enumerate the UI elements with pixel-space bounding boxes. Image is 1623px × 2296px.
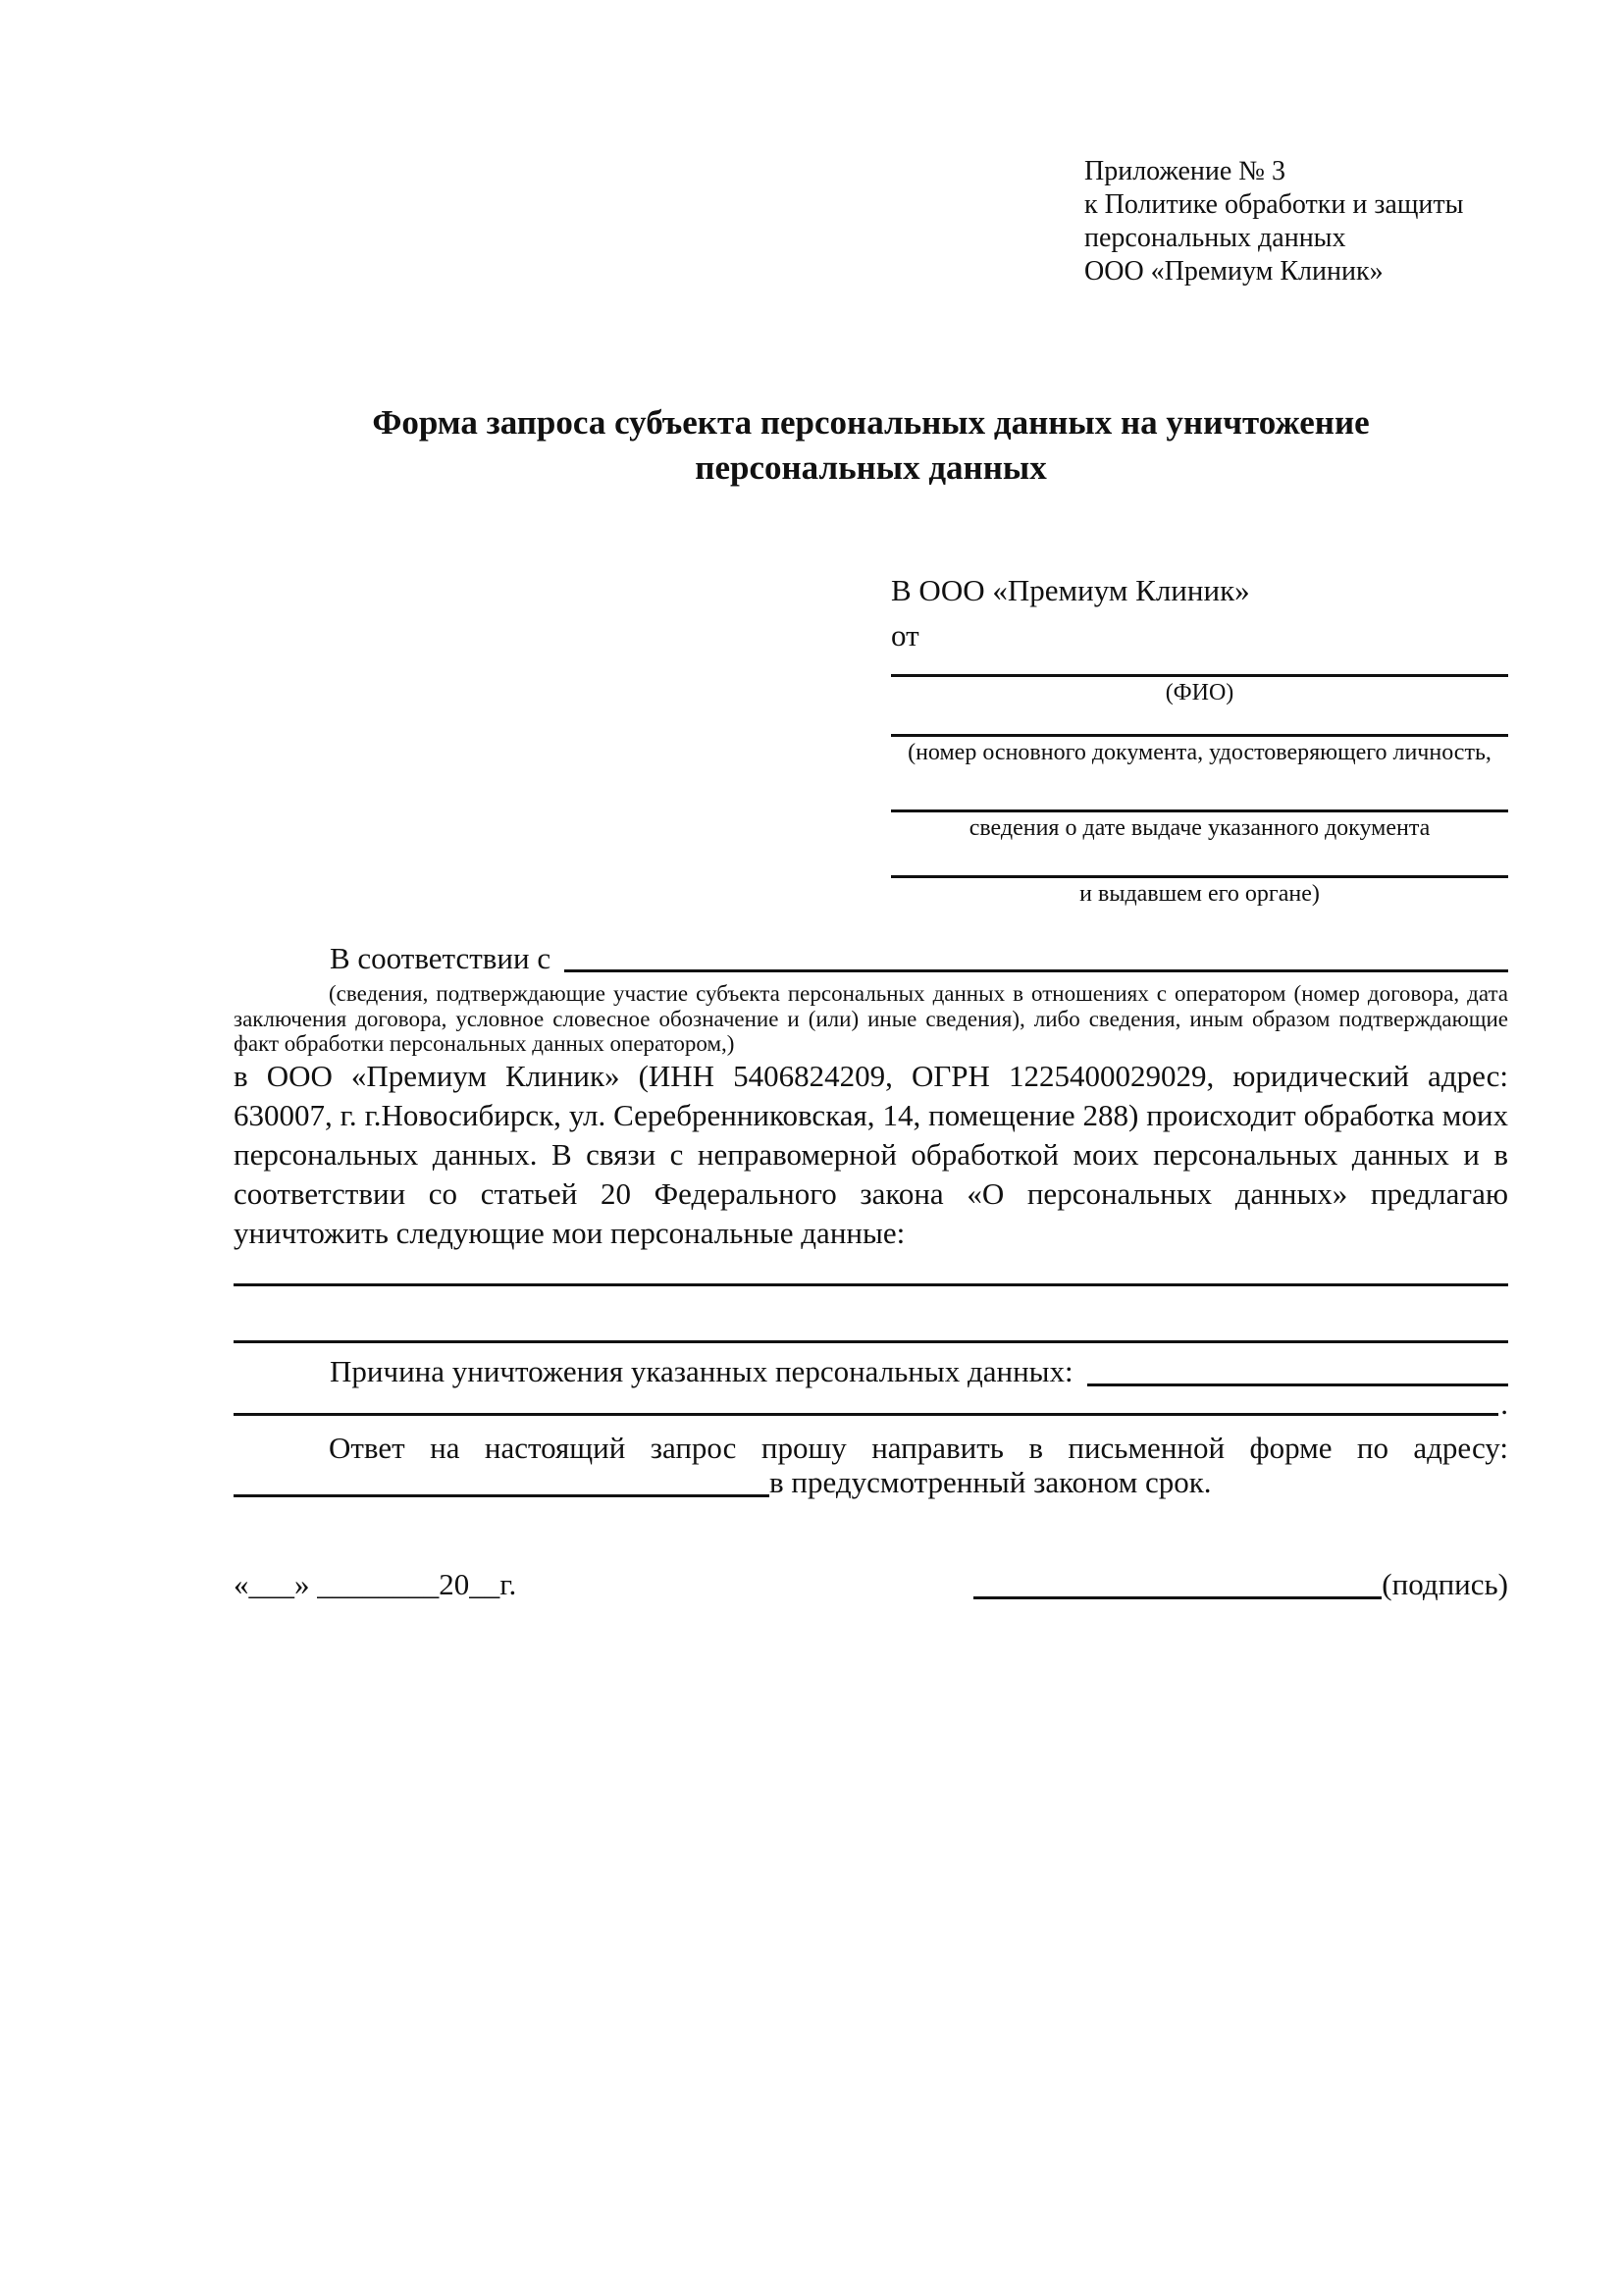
personal-data-blank-line-2[interactable] <box>234 1340 1508 1343</box>
accordance-lead: В соответствии с <box>330 941 551 975</box>
title-wrap <box>234 400 1508 491</box>
response-tail: в предусмотренный законом срок. <box>769 1465 1212 1499</box>
body-paragraph: в ООО «Премиум Клиник» (ИНН 5406824209, ОГРН 1225400029029, юридический адрес: 630007, г. г.Новосибирск, ул. Серебренниковская, 14, помещение 288) происходит обработка моих персональных данных. В связи с неправомерной обработкой моих персональных данных и в соответствии со статьей 20 Федерального закона «О персональных данных» предлагаю уничтожить следующие мои персональные данные: <box>234 1059 1508 1250</box>
appendix-header-line: Приложение № 3 <box>1084 156 1285 186</box>
recipient-block <box>891 572 1508 908</box>
issuing-authority-field-line[interactable] <box>891 875 1508 878</box>
fio-field-caption: (ФИО) <box>1165 680 1234 705</box>
reason-label: Причина уничтожения указанных персональных данных: <box>330 1354 1073 1388</box>
issue-date-field-line[interactable] <box>891 809 1508 812</box>
signature-row <box>234 1566 1508 1603</box>
personal-data-blank-line-1[interactable] <box>234 1283 1508 1286</box>
reason-blank-line-row <box>234 1387 1508 1421</box>
address-field-line[interactable] <box>234 1494 769 1497</box>
response-lead: Ответ на настоящий запрос прошу направить в письменной форме по адресу: <box>329 1431 1508 1465</box>
appendix-header-line: к Политике обработки и защиты <box>1084 189 1464 220</box>
signature-group <box>973 1566 1508 1603</box>
accordance-note: (сведения, подтверждающие участие субъекта персональных данных в отношениях с оператором (номер договора, дата заключения договора, условное словесное обозначение и (или) иные сведения), либо сведения, иным образом подтверждающие факт обработки персональных данных оператором,) <box>234 981 1508 1056</box>
fio-field-line[interactable] <box>891 674 1508 677</box>
issue-date-field-caption: сведения о дате выдаче указанного документа <box>969 815 1431 841</box>
reason-fill-line[interactable] <box>1087 1383 1508 1386</box>
document-number-field-line[interactable] <box>891 734 1508 737</box>
recipient-from-label: от <box>891 618 919 652</box>
date-field[interactable]: «___» ________20__г. <box>234 1567 517 1601</box>
signature-caption: (подпись) <box>1382 1567 1508 1601</box>
response-address-row <box>234 1464 1508 1501</box>
accordance-row <box>234 941 1508 976</box>
reason-trailing-period: . <box>1500 1386 1508 1421</box>
signature-line[interactable] <box>973 1596 1382 1599</box>
issuing-authority-field-caption: и выдавшем его органе) <box>1079 881 1320 907</box>
appendix-header <box>1084 155 1516 288</box>
page-title: Форма запроса субъекта персональных данных на уничтожение персональных данных <box>372 403 1370 487</box>
accordance-fill-line[interactable] <box>564 969 1508 972</box>
recipient-to: В ООО «Премиум Клиник» <box>891 573 1250 607</box>
reason-blank-line[interactable] <box>234 1413 1498 1416</box>
appendix-header-line: ООО «Премиум Клиник» <box>1084 256 1384 287</box>
document-number-field-caption: (номер основного документа, удостоверяющего личность, <box>908 740 1492 765</box>
reason-row <box>234 1353 1508 1390</box>
appendix-header-line: персональных данных <box>1084 223 1346 253</box>
